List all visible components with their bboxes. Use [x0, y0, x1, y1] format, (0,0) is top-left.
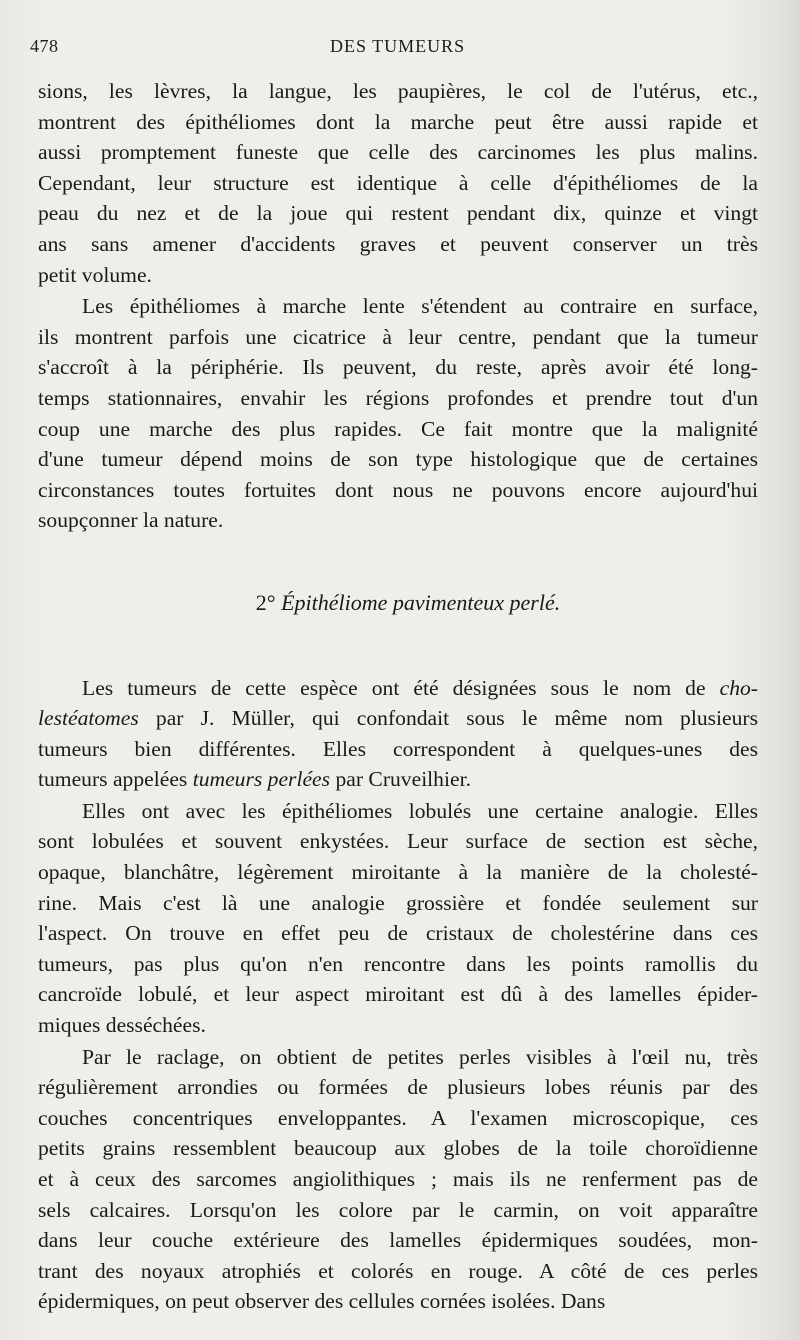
text-line: Cependant, leur structure est identique à celle d'épithéliomes de la: [38, 170, 758, 195]
text-line: couches concentriques enveloppantes. A l'examen microscopique, ces: [38, 1105, 758, 1130]
text-line: Par le raclage, on obtient de petites perles visibles à l'œil nu, très: [82, 1044, 758, 1069]
page-body: [38, 76, 758, 1318]
text-line: soupçonner la nature.: [38, 508, 224, 533]
text-line: régulièrement arrondies ou formées de plusieurs lobes réunis par des: [38, 1075, 758, 1100]
text-line: montrent des épithéliomes dont la marche peut être aussi rapide et: [38, 109, 758, 134]
running-title: DES TUMEURS: [330, 36, 466, 56]
text-line: opaque, blanchâtre, légèrement miroitante à la manière de la cholesté-: [38, 860, 758, 885]
text-line: s'accroît à la périphérie. Ils peuvent, du reste, après avoir été long-: [38, 355, 758, 380]
text-line: sels calcaires. Lorsqu'on les colore par le carmin, on voit apparaître: [38, 1197, 758, 1222]
text-line: Les tumeurs de cette espèce ont été désignées sous le nom de cho-: [82, 675, 758, 700]
page-header: [30, 36, 760, 62]
text-line: aussi promptement funeste que celle des carcinomes les plus malins.: [38, 140, 758, 165]
section-title-text: Épithéliome pavimenteux perlé.: [281, 589, 561, 615]
text-line: circonstances toutes fortuites dont nous ne pouvons encore aujourd'hui: [38, 477, 758, 502]
text-line: Les épithéliomes à marche lente s'étendent au contraire en surface,: [82, 294, 758, 319]
page-number: 478: [30, 36, 59, 56]
text-line: d'une tumeur dépend moins de son type histologique que de certaines: [38, 447, 758, 472]
text-line: temps stationnaires, envahir les régions profondes et prendre tout d'un: [38, 385, 758, 410]
paragraph: [38, 796, 758, 1041]
text-line: l'aspect. On trouve en effet peu de cristaux de cholestérine dans ces: [38, 921, 758, 946]
paragraph: [38, 673, 758, 795]
text-line: petit volume.: [38, 262, 152, 287]
text-line: sont lobulées et souvent enkystées. Leur surface de section est sèche,: [38, 829, 758, 854]
text-line: tumeurs bien différentes. Elles correspondent à quelques-unes des: [38, 736, 758, 761]
paragraphs-top: [38, 76, 758, 536]
section-number: 2°: [255, 589, 276, 615]
text-line: ans sans amener d'accidents graves et peuvent conserver un très: [38, 231, 758, 256]
italic-term: lestéatomes: [38, 706, 139, 731]
section-heading: [38, 588, 758, 619]
text-line: miques desséchées.: [38, 1013, 206, 1038]
text-line: Elles ont avec les épithéliomes lobulés une certaine analogie. Elles: [82, 798, 758, 823]
text-line: épidermiques, on peut observer des cellules cornées isolées. Dans: [38, 1289, 606, 1314]
text-line: ils montrent parfois une cicatrice à leur centre, pendant que la tumeur: [38, 324, 758, 349]
text-line: et à ceux des sarcomes angiolithiques ; mais ils ne renferment pas de: [38, 1167, 758, 1191]
paragraphs-bottom: [38, 673, 758, 1317]
text-line: tumeurs appelées tumeurs perlées par Cruveilhier.: [38, 767, 471, 792]
text-line: coup une marche des plus rapides. Ce fait montre que la malignité: [38, 416, 758, 441]
text-line: rine. Mais c'est là une analogie grossière et fondée seulement sur: [38, 890, 758, 915]
text-line: dans leur couche extérieure des lamelles épidermiques soudées, mon-: [38, 1228, 758, 1253]
text-line: petits grains ressemblent beaucoup aux globes de la toile choroïdienne: [38, 1136, 758, 1161]
text-line: trant des noyaux atrophiés et colorés en rouge. A côté de ces perles: [38, 1258, 758, 1283]
paragraph: [38, 291, 758, 536]
paragraph: [38, 1042, 758, 1317]
text-line: lestéatomes par J. Müller, qui confondait sous le même nom plusieurs: [38, 706, 758, 731]
italic-term: cho-: [719, 675, 758, 700]
text-line: sions, les lèvres, la langue, les paupières, le col de l'utérus, etc.,: [38, 79, 758, 103]
paragraph: [38, 76, 758, 290]
text-line: peau du nez et de la joue qui restent pendant dix, quinze et vingt: [38, 201, 758, 226]
text-line: cancroïde lobulé, et leur aspect miroitant est dû à des lamelles épider-: [38, 982, 758, 1007]
italic-term: tumeurs perlées: [192, 767, 331, 792]
text-line: tumeurs, pas plus qu'on n'en rencontre dans les points ramollis du: [38, 951, 758, 976]
